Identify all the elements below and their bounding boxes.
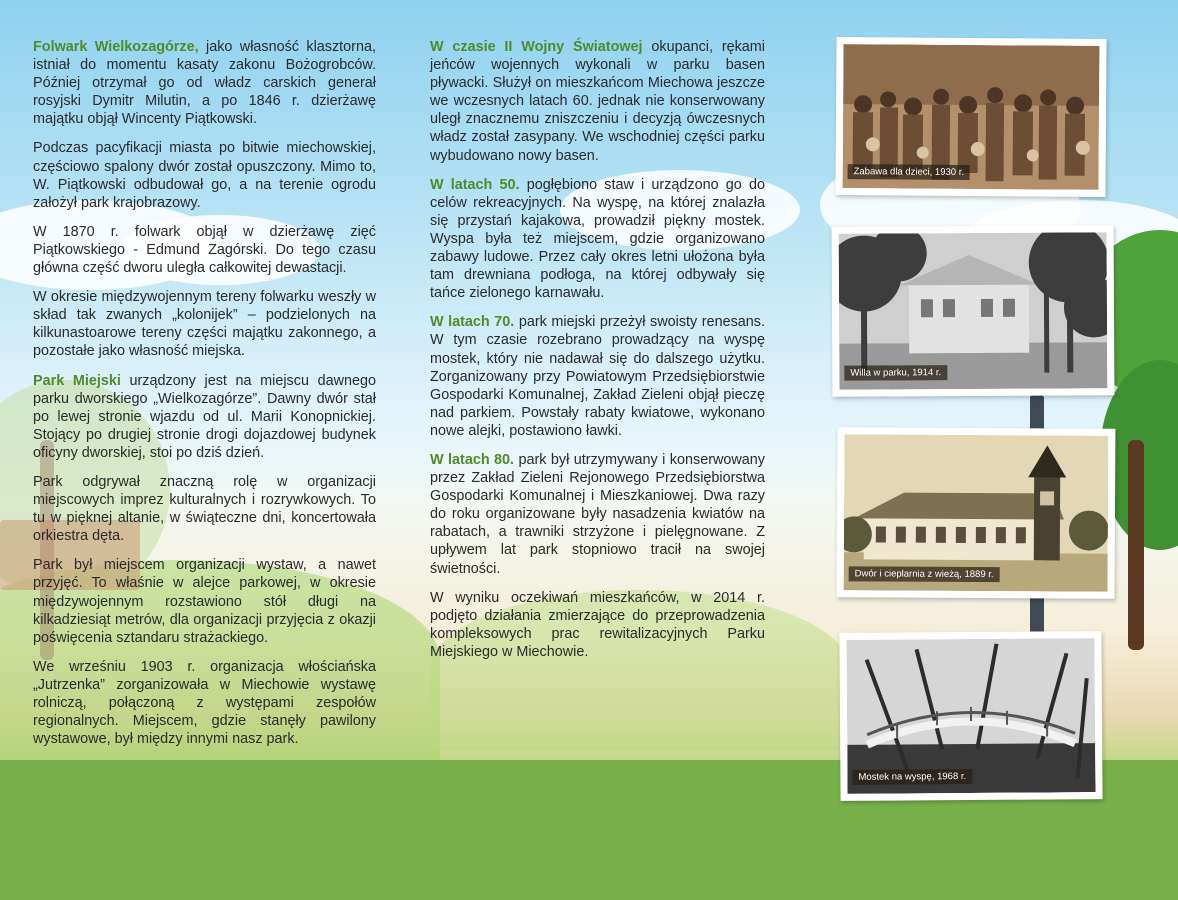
paragraph [430,313,765,440]
paragraph-text: W 1870 r. folwark objął w dzierżawę zięć Piątkowskiego - Edmund Zagórski. Do tego czasu główna część dworu uległa całkowitej dewastacji. [33,224,376,276]
highlight-text: W latach 50. [430,177,520,193]
photo-card [837,427,1116,598]
photo-caption: Mostek na wyspę, 1968 r. [852,769,972,785]
paragraph [33,223,376,277]
photo-caption: Dwór i cieplarnia z wieżą, 1889 r. [849,566,1000,582]
paragraph-text: W wyniku oczekiwań mieszkańców, w 2014 r. podjęto działania zmierzające do przeprowadzenia kompleksowych prac rewitalizacyjnych Parku Miejskiego w Miechowie. [430,590,765,660]
paragraph [33,288,376,360]
photo-card [835,37,1106,197]
paragraph-text: park miejski przeżył swoisty renesans. W tym czasie rozebrano prowadzący na wyspę mostek, który nie nadawał się do dalszego użytku. Zorganizowany przy Powiatowym Przedsiębiorstwie Gospodarki Komunalnej, Zakład Zieleni objął pieczę nad parkiem. Powstały rabaty kwiatowe, wykonano nowe alejki, postawiono ławki. [430,314,765,439]
highlight-text: W czasie II Wojny Światowej [430,39,643,55]
highlight-text: Folwark Wielkozagórze, [33,39,199,55]
paragraph-text: jako własność klasztorna, istniał do momentu kasaty zakonu Bożogrobców. Później otrzymał go od władz carskich generał rosyjski Dymitr Milutin, a po 1846 r. dzierżawę majątku objął Wincenty Piątkowski. [33,39,376,127]
paragraph-text: okupanci, rękami jeńców wojennych wykonali w parku basen pływacki. Służył on mieszkańcom Miechowa jeszcze we wczesnych latach 60. jednak nie konserwowany uległ znacznemu zniszczeniu i decyzją ówczesnych władz został zasypany. We wschodniej części parku wybudowano nowy basen. [430,39,765,164]
paragraph [33,658,376,748]
paragraph [33,473,376,545]
paragraph-text: urządzony jest na miejscu dawnego parku dworskiego „Wielkozagórze”. Dawny dwór stał po lewej stronie wjazdu od ul. Marii Konopnickiej. Stojący po drugiej stronie drogi dojazdowej budynek oficyny dworskiej, stoi po dziś dzień. [33,373,376,461]
photo-card [832,225,1115,396]
paragraph [33,139,376,211]
paragraph-text: Park odgrywał znaczną rolę w organizacji miejscowych imprez kulturalnych i rozrywkowych. To tu w pięknej altanie, w świąteczne dni, koncertowała orkiestra dęta. [33,474,376,544]
paragraph [33,556,376,646]
paragraph-text: Park był miejscem organizacji wystaw, a nawet przyjęć. To właśnie w alejce parkowej, w okresie międzywojennym rozstawiono stół długi na kilkadziesiąt metrów, dla organizacji przyjęcia z okazji poświęcenia sztandaru strażackiego. [33,557,376,645]
paragraph [430,38,765,165]
paragraph [430,589,765,661]
middle-text-column [430,38,765,672]
tree-trunk [1128,440,1144,650]
paragraph [430,176,765,303]
photo-caption: Willa w parku, 1914 r. [844,365,947,381]
highlight-text: W latach 80. [430,452,514,468]
photo-card [839,631,1102,801]
highlight-text: Park Miejski [33,373,121,389]
paragraph [430,451,765,578]
paragraph-text: park był utrzymywany i konserwowany przez Zakład Zieleni Rejonowego Przedsiębiorstwa Gospodarki Komunalnej i Mieszkaniowej. Dwa razy do roku organizowane były nasadzenia kwiatów na rabatach, a trawniki strzyżone i pielęgnowane. Z upływem lat park stopniowo tracił na swojej świetności. [430,452,765,577]
paragraph [33,38,376,128]
paragraph-text: W okresie międzywojennym tereny folwarku weszły w skład tak zwanych „kolonijek” – podzielonych na kilkunastoarowe tereny części majątku zakonnego, a pozostałe jako własność miejska. [33,289,376,359]
paragraph-text: pogłębiono staw i urządzono go do celów rekreacyjnych. Na wyspę, na której znalazła się przystań kajakowa, prowadził piękny mostek. Wyspa była też miejscem, gdzie organizowano zabawy ludowe. Przez cały okres letni ułożona była tam drewniana podłoga, na której odbywały się tańce zielonego karnawału. [430,177,765,302]
paragraph [33,372,376,462]
highlight-text: W latach 70. [430,314,514,330]
paragraph-text: Podczas pacyfikacji miasta po bitwie miechowskiej, częściowo spalony dwór został opuszczony. Mimo to, W. Piątkowski odbudował go, a na terenie ogrodu założył park krajobrazowy. [33,140,376,210]
paragraph-text: We wrześniu 1903 r. organizacja włościańska „Jutrzenka” zorganizowała w Miechowie wystawę rolniczą, połączoną z występami zespołów regionalnych. Miejscem, gdzie stanęły pawilony wystawowe, był między innymi nasz park. [33,659,376,747]
left-text-column [33,38,376,759]
photo-caption: Zabawa dla dzieci, 1930 r. [848,164,970,180]
